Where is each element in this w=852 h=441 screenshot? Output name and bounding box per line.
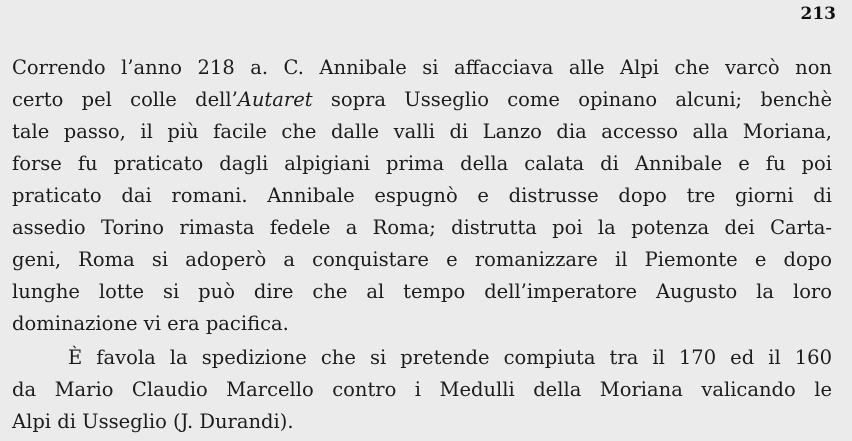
- text-line: praticato dai romani. Annibale espugnò e distrusse dopo tre giorni di: [12, 184, 832, 207]
- text-segment: certo pel colle dell’: [12, 88, 238, 111]
- page-number: 213: [800, 4, 836, 24]
- text-line: Alpi di Usseglio (J. Durandi).: [12, 410, 294, 433]
- text-line: da Mario Claudio Marcello contro i Medulli della Moriana valicando le: [12, 378, 832, 401]
- italic-place-name: Autaret: [237, 88, 313, 111]
- text-segment: sopra Usseglio come opinano alcuni; benchè: [312, 88, 832, 111]
- text-line: geni, Roma si adoperò a conquistare e romanizzare il Piemonte e dopo: [12, 248, 832, 271]
- text-line: tale passo, il più facile che dalle valli di Lanzo dia accesso alla Moriana,: [12, 120, 832, 143]
- text-line: forse fu praticato dagli alpigiani prima della calata di Annibale e fu poi: [12, 152, 832, 175]
- text-line: lunghe lotte si può dire che al tempo dell’imperatore Augusto la loro: [12, 280, 832, 303]
- text-line: È favola la spedizione che si pretende compiuta tra il 170 ed il 160: [68, 346, 832, 369]
- text-line: dominazione vi era pacifica.: [12, 312, 289, 335]
- text-line: assedio Torino rimasta fedele a Roma; distrutta poi la potenza dei Carta-: [12, 216, 832, 239]
- text-line: [12, 85, 832, 115]
- text-line: Correndo l’anno 218 a. C. Annibale si affacciava alle Alpi che varcò non: [12, 56, 832, 79]
